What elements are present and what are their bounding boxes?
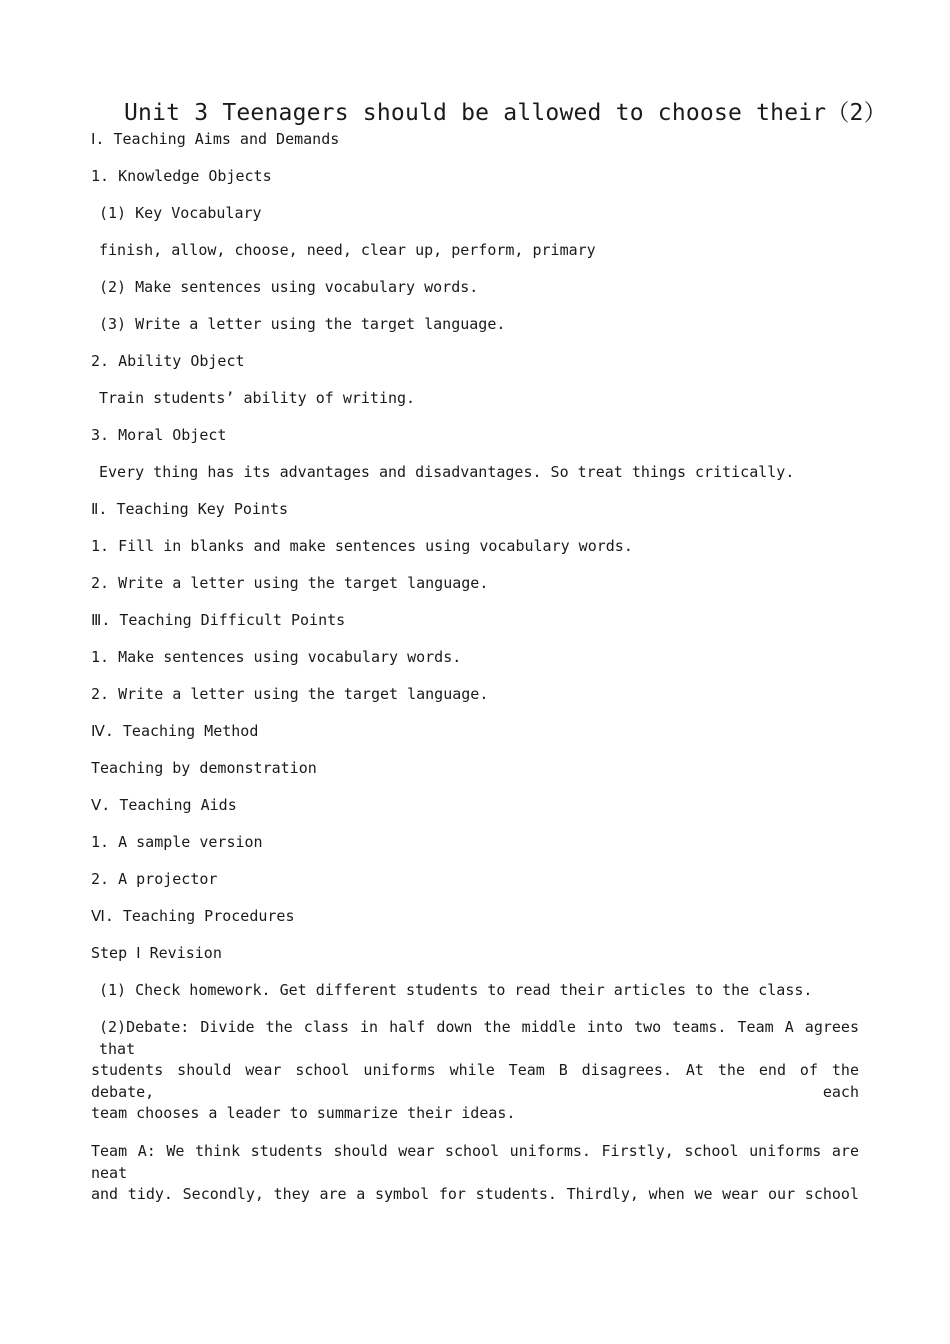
section-heading-key-points: Ⅱ. Teaching Key Points: [91, 500, 289, 518]
ability-text: Train students’ ability of writing.: [99, 389, 416, 407]
section-heading-aids: Ⅴ. Teaching Aids: [91, 796, 237, 814]
item-make-sentences: (2) Make sentences using vocabulary words.: [99, 278, 479, 296]
section-heading-difficult-points: Ⅲ. Teaching Difficult Points: [91, 611, 346, 629]
section-heading-procedures: Ⅵ. Teaching Procedures: [91, 907, 295, 925]
moral-text: Every thing has its advantages and disadvantages. So treat things critically.: [99, 463, 795, 481]
method-text: Teaching by demonstration: [91, 759, 317, 777]
subheading-ability-object: 2. Ability Object: [91, 352, 245, 370]
key-point-1: 1. Fill in blanks and make sentences using vocabulary words.: [91, 537, 633, 555]
step-1-heading: Step Ⅰ Revision: [91, 944, 222, 962]
debate-line-3: team chooses a leader to summarize their ideas.: [91, 1104, 516, 1122]
section-heading-aims: Ⅰ. Teaching Aims and Demands: [91, 130, 340, 148]
debate-line-1: (2)Debate: Divide the class in half down the middle into two teams. Team A agrees that: [99, 1018, 859, 1058]
aid-2: 2. A projector: [91, 870, 218, 888]
team-a-line-1: Team A: We think students should wear school uniforms. Firstly, school uniforms are neat: [91, 1142, 859, 1182]
item-key-vocabulary: (1) Key Vocabulary: [99, 204, 262, 222]
key-point-2: 2. Write a letter using the target language.: [91, 574, 489, 592]
difficult-point-1: 1. Make sentences using vocabulary words.: [91, 648, 462, 666]
team-a-line-2: and tidy. Secondly, they are a symbol for students. Thirdly, when we wear our school: [91, 1185, 859, 1203]
subheading-moral-object: 3. Moral Object: [91, 426, 227, 444]
subheading-knowledge-objects: 1. Knowledge Objects: [91, 167, 272, 185]
debate-line-2: students should wear school uniforms while Team B disagrees. At the end of the debate, each: [91, 1061, 859, 1101]
item-write-letter: (3) Write a letter using the target language.: [99, 315, 506, 333]
step-1-item-1: (1) Check homework. Get different students to read their articles to the class.: [99, 981, 813, 999]
vocabulary-list: finish, allow, choose, need, clear up, perform, primary: [99, 241, 596, 259]
aid-1: 1. A sample version: [91, 833, 263, 851]
section-heading-method: Ⅳ. Teaching Method: [91, 722, 259, 740]
document-title: Unit 3 Teenagers should be allowed to choose their（2）: [124, 100, 887, 126]
difficult-point-2: 2. Write a letter using the target language.: [91, 685, 489, 703]
